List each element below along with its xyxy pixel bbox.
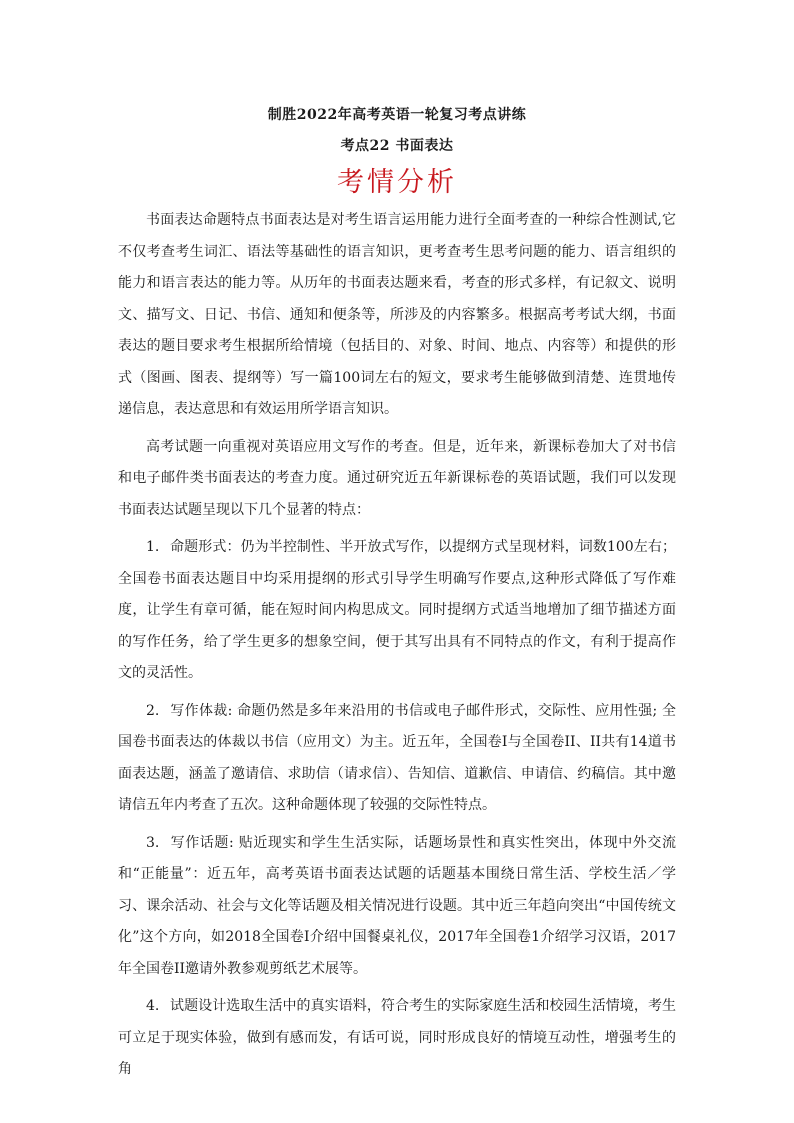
numbered-point (118, 696, 676, 822)
document-subtitle: 考点22 书面表达 (340, 138, 454, 154)
point-number: 4. (146, 998, 160, 1014)
paragraph: 高考试题一向重视对英语应用文写作的考查。但是，近年来，新课标卷加大了对书信和电子邮件类书面表达的考查力度。通过研究近五年新课标卷的英语试题，我们可以发现书面表达试题呈现以下几个显著的特点： (118, 438, 676, 518)
point-text: 写作体裁: 命题仍然是多年来沿用的书信或电子邮件形式，交际性、应用性强; 全国卷书面表达的体裁以书信（应用文）为主。近五年，全国卷I与全国卷II、II共有14道书面表达题，涵盖了邀请信、求助信（请求信）、告知信、道歉信、申请信、约稿信。其中邀请信五年内考查了五次。这种命题体现了较强的交际性特点。 (118, 702, 676, 813)
point-text: 写作话题: 贴近现实和学生生活实际，话题场景性和真实性突出，体现中外交流和“正能量”：近五年，高考英语书面表达试题的话题基本围绕日常生活、学校生活／学习、课余活动、社会与文化等话题及相关情况进行设题。其中近三年趋向突出“中国传统文化”这个方向，如2018全国卷I介绍中国餐桌礼仪，2017年全国卷1介绍学习汉语，2017年全国卷II邀请外教参观剪纸艺术展等。 (118, 834, 676, 977)
point-number: 2. (146, 702, 160, 719)
document-title: 制胜2022年高考英语一轮复习考点讲练 (267, 107, 527, 123)
paragraph: 书面表达命题特点书面表达是对考生语言运用能力进行全面考查的一种综合性测试,它不仅考查考生词汇、语法等基础性的语言知识，更考查考生思考问题的能力、语言组织的能力和语言表达的能力等。从历年的书面表达题来看，考查的形式多样，有记叙文、说明文、描写文、日记、书信、通知和便条等，所涉及的内容繁多。根据高考考试大纲，书面表达的题目要求考生根据所给情境（包括目的、对象、时间、地点、内容等）和提供的形式（图画、图表、提纲等）写一篇100词左右的短文，要求考生能够做到清楚、连贯地传递信息，表达意思和有效运用所学语言知识。 (118, 212, 676, 417)
section-heading: 考情分析 (337, 167, 457, 198)
point-text: 命题形式：仍为半控制性、半开放式写作，以提纲方式呈现材料，词数100左右；全国卷书面表达题目中均采用提纲的形式引导学生明确写作要点,这种形式降低了写作难度，让学生有章可循，能在短时间内构思成文。同时提纲方式适当地增加了细节描述方面的写作任务，给了学生更多的想象空间，便于其写出具有不同特点的作文，有利于提高作文的灵活性。 (118, 539, 676, 681)
numbered-point (118, 828, 676, 986)
point-number: 3. (146, 834, 160, 851)
point-text: 试题设计选取生活中的真实语料，符合考生的实际家庭生活和校园生活情境，考生可立足于现实体验，做到有感而发，有话可说，同时形成良好的情境互动性，增强考生的角 (118, 998, 676, 1077)
document-body (118, 205, 676, 1092)
numbered-point (118, 991, 676, 1086)
point-number: 1. (146, 539, 160, 555)
numbered-point (118, 532, 676, 690)
